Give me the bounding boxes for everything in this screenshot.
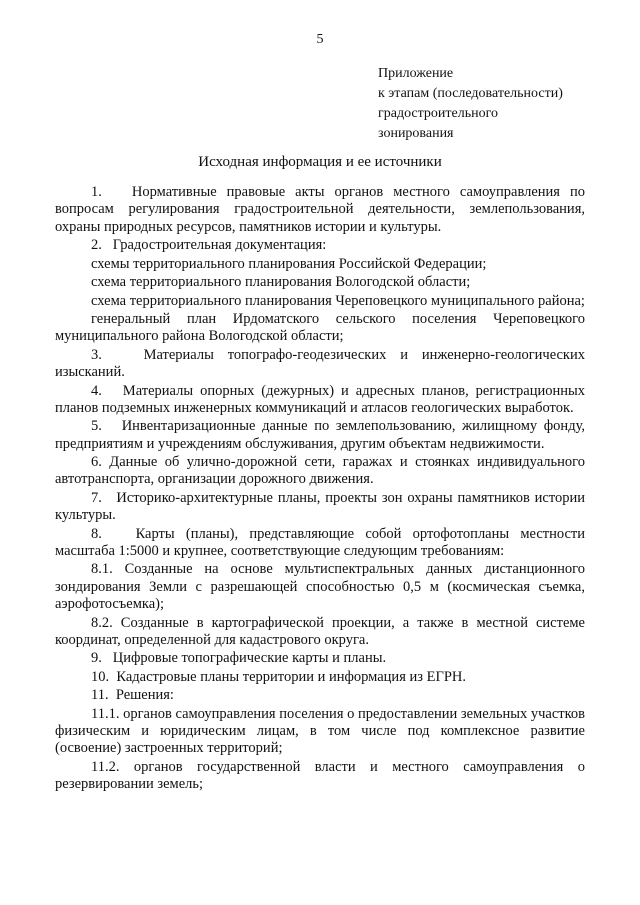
- paragraph: 3. Материалы топографо-геодезических и инженерно-геологических изысканий.: [55, 346, 589, 381]
- appendix-line: к этапам (последовательности): [378, 86, 563, 101]
- paragraph: 8.2. Созданные в картографической проекции, а также в местной системе координат, определенной для кадастрового округа.: [55, 614, 589, 648]
- paragraph: схемы территориального планирования Российской Федерации;: [91, 255, 487, 272]
- appendix-note: [378, 64, 628, 144]
- page-number: 5: [316, 32, 324, 47]
- paragraph: 11.2. органов государственной власти и местного самоуправления о резервировании земель;: [55, 758, 589, 793]
- paragraph: схема территориального планирования Череповецкого муниципального района;: [91, 292, 585, 309]
- paragraph: 2. Градостроительная документация:: [91, 237, 327, 254]
- paragraph: 10. Кадастровые планы территории и информация из ЕГРН.: [91, 668, 467, 685]
- paragraph: 7. Историко-архитектурные планы, проекты зон охраны памятников истории культуры.: [55, 489, 589, 524]
- paragraph: 1. Нормативные правовые акты органов местного самоуправления по вопросам регулирования градостроительной деятельности, землепользования, охраны природных ресурсов, памятников истории и культуры.: [55, 184, 589, 235]
- document-body: [55, 184, 589, 795]
- appendix-line: зонирования: [378, 126, 454, 141]
- document-title: Исходная информация и ее источники: [198, 154, 442, 170]
- paragraph: 9. Цифровые топографические карты и планы.: [91, 650, 387, 667]
- paragraph: 8.1. Созданные на основе мультиспектральных данных дистанционного зондирования Земли с разрешающей способностью 0,5 м (космическая съемка, аэрофотосъемка);: [55, 561, 589, 613]
- paragraph: 4. Материалы опорных (дежурных) и адресных планов, регистрационных планов подземных инженерных коммуникаций и атласов геологических выработок.: [55, 382, 589, 416]
- appendix-line: Приложение: [378, 66, 454, 81]
- paragraph: 11. Решения:: [91, 687, 174, 704]
- paragraph: 11.1. органов самоуправления поселения о предоставлении земельных участков физическим и юридическим лицам, в том числе под комплексное развитие (освоение) застроенных территорий;: [55, 705, 589, 757]
- paragraph: 5. Инвентаризационные данные по землепользованию, жилищному фонду, предприятиям и учреждениям обслуживания, другим объектам недвижимости.: [55, 418, 589, 452]
- paragraph: схема территориального планирования Вологодской области;: [91, 274, 471, 291]
- paragraph: 8. Карты (планы), представляющие собой ортофотопланы местности масштаба 1:5000 и крупнее, соответствующие следующим требованиям:: [55, 525, 589, 559]
- appendix-line: градостроительного: [378, 106, 499, 121]
- paragraph: 6. Данные об улично-дорожной сети, гаражах и стоянках индивидуального автотранспорта, организации дорожного движения.: [55, 454, 589, 488]
- paragraph: генеральный план Ирдоматского сельского поселения Череповецкого муниципального района Вологодской области;: [55, 311, 589, 345]
